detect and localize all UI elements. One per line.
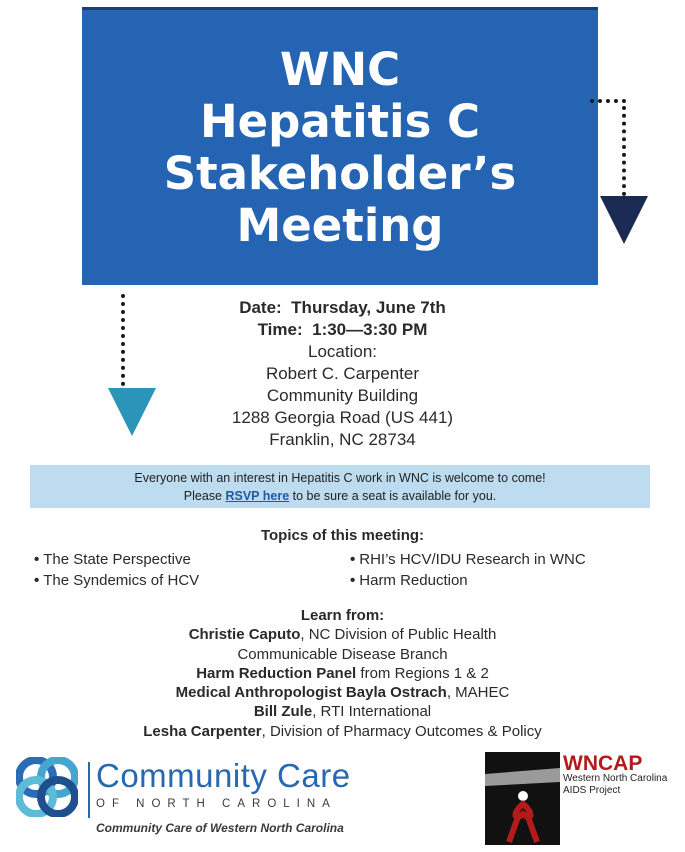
time-value: 1:30—3:30 PM xyxy=(312,320,428,339)
speaker-name: Harm Reduction Panel xyxy=(196,664,357,682)
bullet-icon: • xyxy=(350,572,356,589)
speaker-line xyxy=(60,664,625,683)
dotted-connector-right-horizontal xyxy=(590,99,626,103)
title-banner xyxy=(82,7,598,285)
community-care-logo-icon xyxy=(16,757,78,817)
speaker-line xyxy=(60,722,625,741)
rsvp-line xyxy=(30,487,650,505)
topic-text: Harm Reduction xyxy=(359,572,468,589)
speaker-affiliation: , MAHEC xyxy=(446,684,510,702)
bullet-icon: • xyxy=(350,551,356,568)
title-line-1: WNC xyxy=(279,42,401,96)
logo-divider xyxy=(88,762,90,818)
welcome-text: Everyone with an interest in Hepatitis C work in WNC is welcome to come! xyxy=(134,471,546,485)
community-care-tagline: Community Care of Western North Carolina xyxy=(96,821,344,835)
dotted-connector-left-vertical xyxy=(121,294,125,386)
date-label: Date: xyxy=(239,298,282,317)
topic-text: The Syndemics of HCV xyxy=(43,572,200,589)
title-line-3: Stakeholder’s xyxy=(163,146,517,200)
community-care-subtitle: OF NORTH CAROLINA xyxy=(96,798,337,810)
topic-item xyxy=(34,551,191,568)
speaker-affiliation: , NC Division of Public Health xyxy=(300,626,497,644)
wncap-subtitle-line: AIDS Project xyxy=(563,785,621,796)
topics-heading: Topics of this meeting: xyxy=(260,527,425,544)
speaker-name: Bill Zule xyxy=(253,703,313,721)
speaker-affiliation: Communicable Disease Branch xyxy=(237,645,448,663)
time-line xyxy=(140,319,545,341)
speaker-line xyxy=(60,645,625,664)
speaker-affiliation: , Division of Pharmacy Outcomes & Policy xyxy=(261,722,542,740)
wncap-subtitle-line: Western North Carolina xyxy=(563,773,668,784)
community-care-name: Community Care xyxy=(96,757,351,794)
title-line-2: Hepatitis C xyxy=(199,94,481,148)
community-care-wordmark xyxy=(96,758,351,810)
event-details xyxy=(140,297,545,451)
speaker-line xyxy=(60,683,625,702)
rsvp-please: Please xyxy=(183,489,222,503)
topic-item xyxy=(34,572,199,589)
welcome-banner xyxy=(30,465,650,508)
date-line xyxy=(140,297,545,319)
speaker-affiliation: from Regions 1 & 2 xyxy=(356,664,489,682)
rsvp-rest: to be sure a seat is available for you. xyxy=(292,489,497,503)
topic-item xyxy=(350,572,468,589)
topic-text: RHI’s HCV/IDU Research in WNC xyxy=(359,551,586,568)
topic-item xyxy=(350,551,586,568)
location-line: 1288 Georgia Road (US 441) xyxy=(231,408,454,427)
speaker-line xyxy=(60,625,625,644)
speakers-section xyxy=(60,606,625,741)
wncap-logo-icon xyxy=(485,752,560,845)
location-line: Robert C. Carpenter xyxy=(265,364,420,383)
navy-arrow-down-icon xyxy=(600,196,648,244)
location-line: Franklin, NC 28734 xyxy=(269,430,416,449)
location-label: Location: xyxy=(308,342,377,361)
date-value: Thursday, June 7th xyxy=(291,298,446,317)
learn-heading: Learn from: xyxy=(300,607,385,624)
location-line: Community Building xyxy=(266,386,419,405)
wncap-name: WNCAP xyxy=(563,752,643,775)
bullet-icon: • xyxy=(34,572,40,589)
bullet-icon: • xyxy=(34,551,40,568)
time-label: Time: xyxy=(257,320,303,339)
speaker-name: Medical Anthropologist Bayla Ostrach xyxy=(175,684,447,702)
speaker-affiliation: , RTI International xyxy=(312,703,432,721)
speaker-line xyxy=(60,702,625,721)
dotted-connector-right-vertical xyxy=(622,106,626,196)
speaker-name: Christie Caputo xyxy=(188,626,301,644)
rsvp-link[interactable]: RSVP here xyxy=(225,489,290,503)
speaker-name: Lesha Carpenter xyxy=(143,722,262,740)
title-line-4: Meeting xyxy=(236,198,444,252)
topic-text: The State Perspective xyxy=(43,551,191,568)
